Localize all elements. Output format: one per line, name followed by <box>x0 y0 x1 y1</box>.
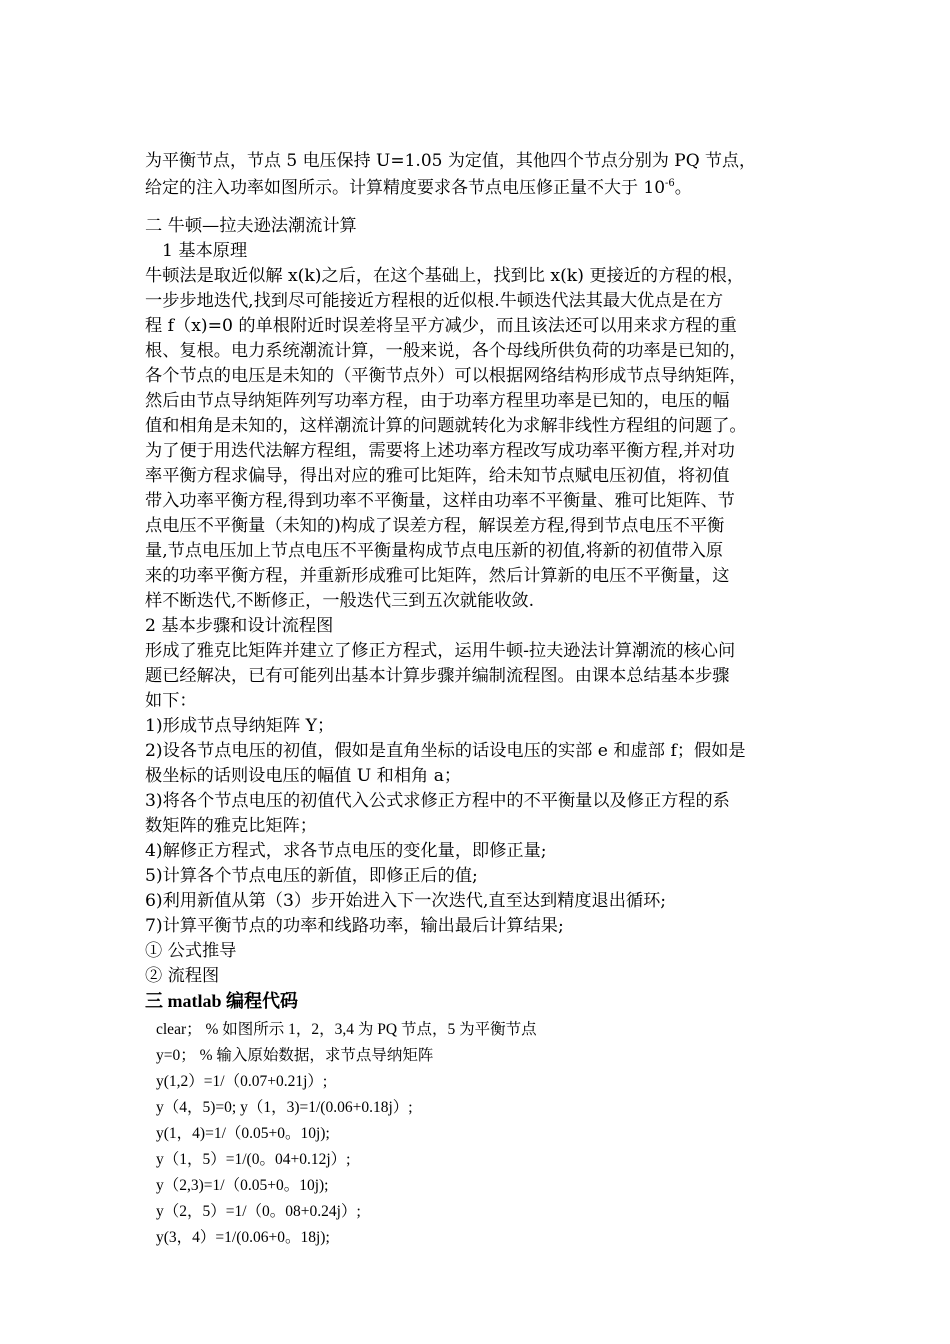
paragraph-line: 值和相角是未知的，这样潮流计算的问题就转化为求解非线性方程组的问题了。 <box>145 416 747 436</box>
circled-item: ② 流程图 <box>145 966 220 986</box>
step-line: 2)设各节点电压的初值，假如是直角坐标的话设电压的实部 e 和虚部 f；假如是 <box>145 741 746 761</box>
step-line: 4)解修正方程式，求各节点电压的变化量，即修正量; <box>145 841 547 861</box>
intro-line-2-end: 。 <box>674 178 692 198</box>
paragraph-line: 程 f（x)=0 的单根附近时误差将呈平方减少，而且该法还可以用来求方程的重 <box>145 316 737 336</box>
step-line: 数矩阵的雅克比矩阵； <box>145 816 317 836</box>
paragraph-line: 各个节点的电压是未知的（平衡节点外）可以根据网络结构形成节点导纳矩阵， <box>145 366 747 386</box>
paragraph-line: 根、复根。电力系统潮流计算，一般来说，各个母线所供负荷的功率是已知的， <box>145 341 747 361</box>
paragraph-line: 然后由节点导纳矩阵列写功率方程，由于功率方程里功率是已知的，电压的幅 <box>145 391 730 411</box>
paragraph-line: 一步步地迭代,找到尽可能接近方程根的近似根.牛顿迭代法其最大优点是在方 <box>145 291 724 311</box>
code-line: y=0； % 输入原始数据，求节点导纳矩阵 <box>156 1047 434 1064</box>
step-line: 7)计算平衡节点的功率和线路功率，输出最后计算结果; <box>145 916 564 936</box>
code-line: y(1，4)=1/（0.05+0。10j); <box>156 1125 330 1142</box>
paragraph-line: 如下： <box>145 691 197 711</box>
paragraph-line: 形成了雅克比矩阵并建立了修正方程式，运用牛顿-拉夫逊法计算潮流的核心问 <box>145 641 736 661</box>
code-line: y（4，5)=0; y（1，3)=1/(0.06+0.18j）; <box>156 1099 413 1116</box>
paragraph-line: 牛顿法是取近似解 x(k)之后，在这个基础上，找到比 x(k) 更接近的方程的根， <box>145 266 745 286</box>
intro-line-2-text: 给定的注入功率如图所示。计算精度要求各节点电压修正量不大于 10 <box>145 178 666 198</box>
step-line: 1)形成节点导纳矩阵 Y； <box>145 716 335 736</box>
step-line: 5)计算各个节点电压的新值，即修正后的值; <box>145 866 478 886</box>
paragraph-line: 带入功率平衡方程,得到功率不平衡量，这样由功率不平衡量、雅可比矩阵、节 <box>145 491 735 511</box>
section-3-title: 三 matlab 编程代码 <box>145 991 298 1011</box>
circled-item: ① 公式推导 <box>145 941 237 961</box>
intro-line-1: 为平衡节点，节点 5 电压保持 U=1.05 为定值，其他四个节点分别为 PQ 节点， <box>145 151 757 171</box>
paragraph-line: 率平衡方程求偏导，得出对应的雅可比矩阵，给未知节点赋电压初值，将初值 <box>145 466 730 486</box>
exponent: -6 <box>665 178 675 189</box>
code-line: y(3，4）=1/(0.06+0。18j); <box>156 1229 330 1246</box>
code-line: y（2,3)=1/（0.05+0。10j); <box>156 1177 329 1194</box>
paragraph-line: 点电压不平衡量（未知的)构成了误差方程，解误差方程,得到节点电压不平衡 <box>145 516 725 536</box>
code-line: y（1，5）=1/(0。04+0.12j）; <box>156 1151 351 1168</box>
section-2-title: 二 牛顿—拉夫逊法潮流计算 <box>145 216 357 236</box>
paragraph-line: 来的功率平衡方程，并重新形成雅可比矩阵，然后计算新的电压不平衡量，这 <box>145 566 730 586</box>
paragraph-line: 样不断迭代,不断修正，一般迭代三到五次就能收敛. <box>145 591 535 611</box>
section-2-sub-2: 2 基本步骤和设计流程图 <box>145 616 334 636</box>
step-line: 极坐标的话则设电压的幅值 U 和相角 a； <box>145 766 462 786</box>
paragraph-line: 为了便于用迭代法解方程组，需要将上述功率方程改写成功率平衡方程,并对功 <box>145 441 735 461</box>
intro-line-2 <box>145 176 692 203</box>
code-line: clear； % 如图所示 1，2，3,4 为 PQ 节点，5 为平衡节点 <box>156 1021 537 1038</box>
paragraph-line: 题已经解决，已有可能列出基本计算步骤并编制流程图。由课本总结基本步骤 <box>145 666 730 686</box>
step-line: 6)利用新值从第（3）步开始进入下一次迭代,直至达到精度退出循环; <box>145 891 667 911</box>
code-line: y(1,2）=1/（0.07+0.21j）; <box>156 1073 328 1090</box>
code-line: y（2，5）=1/（0。08+0.24j）; <box>156 1203 361 1220</box>
section-2-sub-1: 1 基本原理 <box>162 241 248 261</box>
step-line: 3)将各个节点电压的初值代入公式求修正方程中的不平衡量以及修正方程的系 <box>145 791 730 811</box>
paragraph-line: 量,节点电压加上节点电压不平衡量构成节点电压新的初值,将新的初值带入原 <box>145 541 724 561</box>
